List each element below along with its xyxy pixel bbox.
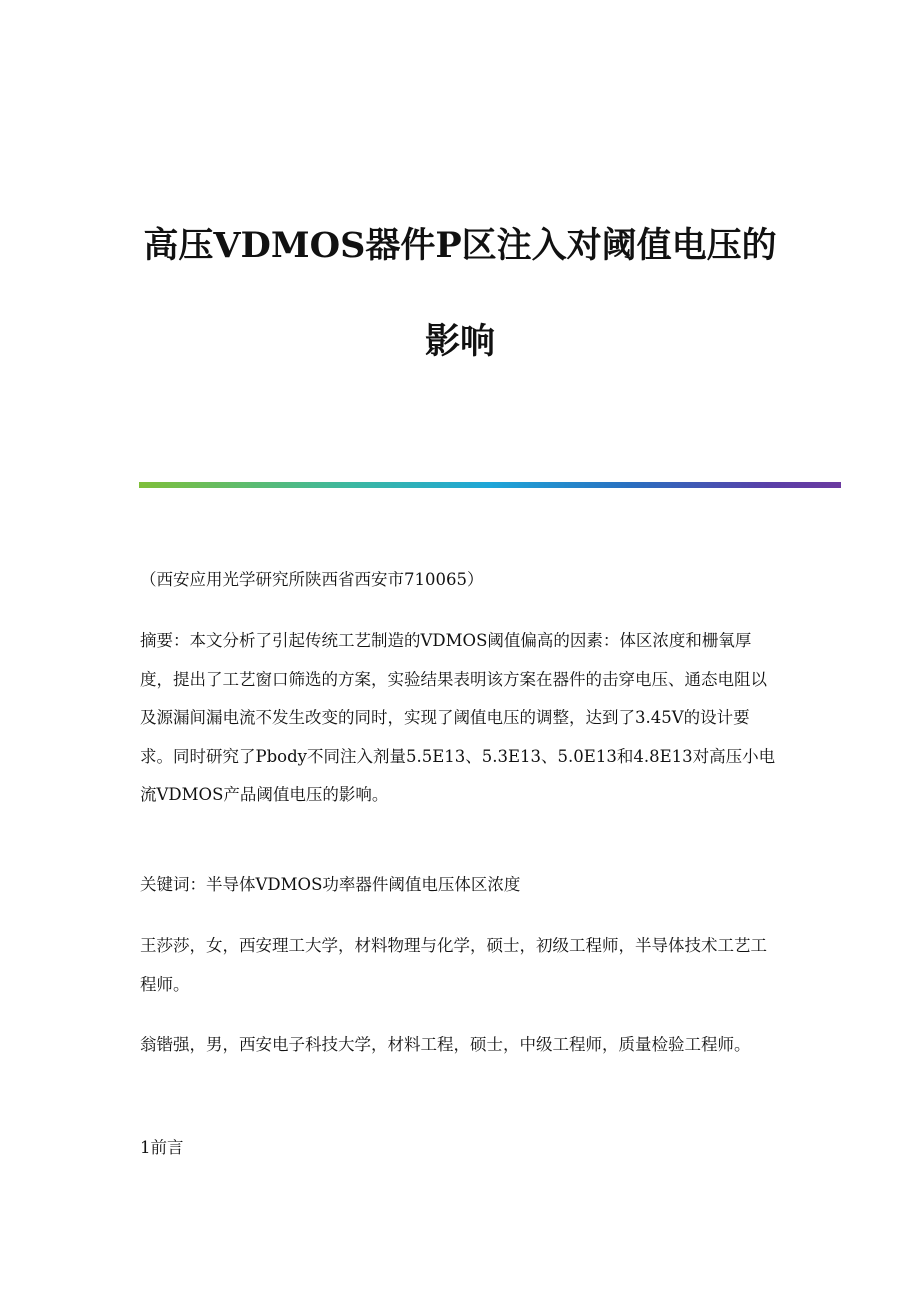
document-title-line-2: 影响 [424,321,495,362]
gradient-divider [139,482,841,488]
author-bio-2: 翁锴强，男，西安电子科技大学，材料工程，硕士，中级工程师，质量检验工程师。 [140,1035,751,1054]
section-heading: 1前言 [140,1138,184,1157]
affiliation: （西安应用光学研究所陕西省西安市710065） [140,570,484,589]
author-bio-1: 王莎莎，女，西安理工大学，材料物理与化学，硕士，初级工程师，半导体技术工艺工程师。 [140,936,767,994]
document-title-line-1: 高压VDMOS器件P区注入对阈值电压的 [143,225,777,266]
keywords: 关键词：半导体VDMOS功率器件阈值电压体区浓度 [140,875,521,894]
abstract: 摘要：本文分析了引起传统工艺制造的VDMOS阈值偏高的因素：体区浓度和栅氧厚度，提出了工艺窗口筛选的方案，实验结果表明该方案在器件的击穿电压、通态电阻以及源漏间漏电流不发生改变的同时，实现了阈值电压的调整，达到了3.45V的设计要求。同时研究了Pbody不同注入剂量5.5E13、5.3E13、5.0E13和4.8E13对高压小电流VDMOS产品阈值电压的影响。 [140,631,776,804]
